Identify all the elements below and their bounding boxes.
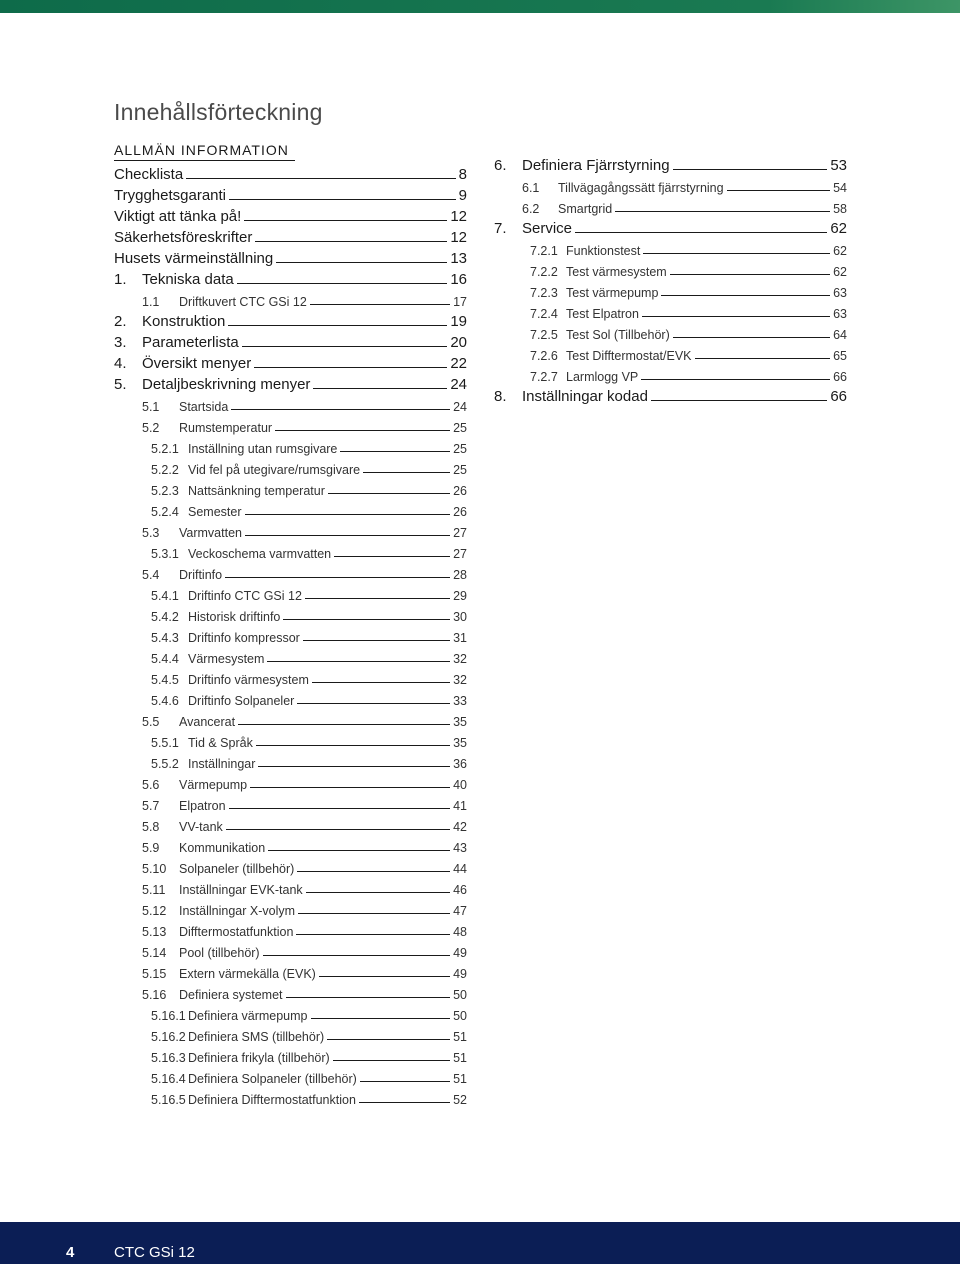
toc-entry-page: 36	[453, 757, 467, 771]
toc-entry-label: VV-tank	[179, 820, 223, 834]
toc-leader-line	[333, 1059, 450, 1061]
toc-entry-label: Driftinfo	[179, 568, 223, 582]
toc-entry[interactable]	[494, 384, 847, 405]
toc-leader-line	[229, 198, 456, 200]
toc-entry-label: Nattsänkning temperatur	[188, 484, 325, 498]
toc-entry-number: 6.1	[522, 181, 540, 195]
toc-entry-number: 5.4.1	[151, 589, 179, 603]
toc-entry-label: Tekniska data	[142, 271, 234, 288]
toc-entry-page: 40	[453, 778, 467, 792]
toc-entry-page: 24	[453, 400, 467, 414]
toc-entry-label: Inställningar X-volym	[179, 904, 296, 918]
toc-leader-line	[661, 294, 830, 296]
toc-entry-number: 5.4.3	[151, 631, 179, 645]
toc-entry[interactable]	[114, 204, 467, 225]
toc-entry-label: Elpatron	[179, 799, 226, 813]
toc-entry-page: 30	[453, 610, 467, 624]
toc-entry-page: 44	[453, 862, 467, 876]
toc-entry-label: Definiera systemet	[179, 988, 283, 1002]
toc-entry[interactable]	[494, 153, 847, 174]
toc-entry[interactable]	[114, 393, 467, 414]
toc-entry[interactable]	[114, 267, 467, 288]
toc-entry[interactable]	[114, 1065, 467, 1086]
toc-entry-label: Test Elpatron	[566, 307, 639, 321]
toc-leader-line	[673, 168, 828, 170]
toc-entry-page: 62	[833, 265, 847, 279]
toc-entry[interactable]	[114, 330, 467, 351]
toc-entry-number: 6.2	[522, 202, 540, 216]
toc-entry-page: 63	[833, 286, 847, 300]
toc-leader-line	[319, 975, 450, 977]
toc-leader-line	[286, 996, 451, 998]
toc-entry-label: Driftkuvert CTC GSi 12	[179, 295, 307, 309]
toc-entry[interactable]	[114, 603, 467, 624]
toc-entry-number: 5.16.4	[151, 1072, 186, 1086]
toc-entry-page: 16	[450, 271, 467, 288]
toc-leader-line	[250, 786, 450, 788]
toc-entry-page: 26	[453, 484, 467, 498]
toc-entry-label: Varmvatten	[179, 526, 242, 540]
toc-entry-page: 66	[833, 370, 847, 384]
toc-entry-page: 46	[453, 883, 467, 897]
toc-entry[interactable]	[114, 498, 467, 519]
toc-entry-page: 28	[453, 568, 467, 582]
toc-leader-line	[359, 1101, 450, 1103]
toc-entry-number: 5.1	[142, 400, 160, 414]
toc-entry-page: 51	[453, 1072, 467, 1086]
toc-entry-page: 62	[830, 220, 847, 237]
toc-entry-page: 24	[450, 376, 467, 393]
toc-leader-line	[237, 282, 448, 284]
toc-entry-number: 5.16.2	[151, 1030, 186, 1044]
toc-entry-page: 64	[833, 328, 847, 342]
toc-entry-label: Test värmepump	[566, 286, 659, 300]
toc-leader-line	[275, 429, 450, 431]
toc-entry-page: 54	[833, 181, 847, 195]
toc-entry[interactable]	[114, 1044, 467, 1065]
toc-leader-line	[670, 273, 830, 275]
toc-entry-page: 8	[458, 166, 467, 183]
toc-entry[interactable]	[114, 372, 467, 393]
toc-leader-line	[306, 891, 450, 893]
toc-leader-line	[254, 366, 447, 368]
toc-entry-number: 5.9	[142, 841, 160, 855]
toc-entry-label: Inställningar kodad	[522, 388, 648, 405]
toc-entry[interactable]	[114, 834, 467, 855]
toc-entry-page: 50	[453, 988, 467, 1002]
toc-entry[interactable]	[114, 246, 467, 267]
toc-entry-label: Extern värmekälla (EVK)	[179, 967, 316, 981]
toc-entry-number: 5.3	[142, 526, 160, 540]
toc-entry-page: 35	[453, 736, 467, 750]
toc-entry-number: 5.16	[142, 988, 167, 1002]
toc-leader-line	[258, 765, 450, 767]
toc-entry[interactable]	[114, 351, 467, 372]
toc-entry-page: 51	[453, 1030, 467, 1044]
toc-entry[interactable]	[114, 813, 467, 834]
toc-entry[interactable]	[114, 729, 467, 750]
toc-entry-page: 48	[453, 925, 467, 939]
toc-leader-line	[334, 555, 450, 557]
toc-entry-number: 5.4	[142, 568, 160, 582]
toc-leader-line	[312, 681, 450, 683]
toc-entry-label: Smartgrid	[558, 202, 613, 216]
toc-entry[interactable]	[114, 855, 467, 876]
toc-entry-label: Trygghetsgaranti	[114, 187, 227, 204]
toc-entry-number: 5.7	[142, 799, 160, 813]
toc-entry[interactable]	[114, 309, 467, 330]
toc-entry-label: Startsida	[179, 400, 229, 414]
toc-entry[interactable]	[494, 216, 847, 237]
toc-leader-line	[673, 336, 830, 338]
toc-entry[interactable]	[114, 792, 467, 813]
toc-right-column	[494, 153, 847, 405]
toc-entry[interactable]	[114, 687, 467, 708]
toc-entry-page: 51	[453, 1051, 467, 1065]
toc-leader-line	[328, 492, 450, 494]
toc-entry-label: Definiera SMS (tillbehör)	[188, 1030, 325, 1044]
toc-leader-line	[276, 261, 447, 263]
toc-leader-line	[695, 357, 831, 359]
toc-leader-line	[267, 660, 450, 662]
toc-entry-number: 5.6	[142, 778, 160, 792]
toc-entry[interactable]	[494, 321, 847, 342]
toc-entry-number: 5.12	[142, 904, 167, 918]
toc-entry[interactable]	[494, 279, 847, 300]
toc-leader-line	[245, 513, 451, 515]
toc-entry-number: 5.3.1	[151, 547, 179, 561]
toc-entry[interactable]	[114, 540, 467, 561]
toc-entry-number: 5.2.1	[151, 442, 179, 456]
toc-entry[interactable]	[114, 876, 467, 897]
toc-entry[interactable]	[114, 435, 467, 456]
toc-entry-label: Checklista	[114, 166, 184, 183]
toc-entry-number: 5.16.1	[151, 1009, 186, 1023]
toc-entry-number: 8.	[494, 388, 507, 405]
toc-entry-number: 7.2.1	[530, 244, 558, 258]
toc-entry-label: Driftinfo Solpaneler	[188, 694, 295, 708]
toc-entry[interactable]	[114, 981, 467, 1002]
toc-entry-page: 9	[458, 187, 467, 204]
toc-leader-line	[244, 219, 447, 221]
toc-entry[interactable]	[114, 519, 467, 540]
toc-entry-number: 5.4.5	[151, 673, 179, 687]
toc-leader-line	[298, 912, 450, 914]
toc-leader-line	[256, 744, 450, 746]
toc-leader-line	[297, 870, 450, 872]
toc-entry-number: 4.	[114, 355, 127, 372]
toc-entry-page: 66	[830, 388, 847, 405]
toc-entry-page: 20	[450, 334, 467, 351]
toc-entry-label: Test Sol (Tillbehör)	[566, 328, 670, 342]
toc-list-left	[114, 162, 467, 1107]
toc-entry[interactable]	[114, 624, 467, 645]
toc-entry-number: 5.2.2	[151, 463, 179, 477]
toc-entry-page: 12	[450, 229, 467, 246]
toc-entry-label: Service	[522, 220, 573, 237]
toc-leader-line	[245, 534, 450, 536]
toc-entry-number: 5.	[114, 376, 127, 393]
toc-leader-line	[296, 933, 450, 935]
toc-entry-label: Solpaneler (tillbehör)	[179, 862, 295, 876]
toc-leader-line	[268, 849, 450, 851]
toc-entry[interactable]	[114, 183, 467, 204]
top-color-bar	[0, 0, 960, 13]
toc-entry[interactable]	[114, 561, 467, 582]
toc-entry-label: Funktionstest	[566, 244, 641, 258]
toc-entry-number: 5.10	[142, 862, 167, 876]
toc-entry-page: 25	[453, 442, 467, 456]
toc-leader-line	[575, 231, 827, 233]
toc-entry-label: Kommunikation	[179, 841, 266, 855]
toc-leader-line	[231, 408, 450, 410]
toc-entry-label: Konstruktion	[142, 313, 226, 330]
toc-entry-label: Definiera värmepump	[188, 1009, 308, 1023]
toc-leader-line	[360, 1080, 450, 1082]
toc-entry-number: 1.	[114, 271, 127, 288]
toc-entry-page: 19	[450, 313, 467, 330]
toc-entry[interactable]	[114, 960, 467, 981]
toc-entry[interactable]	[114, 1086, 467, 1107]
toc-leader-line	[238, 723, 450, 725]
toc-entry-number: 2.	[114, 313, 127, 330]
toc-entry-page: 26	[453, 505, 467, 519]
toc-leader-line	[615, 210, 830, 212]
toc-entry-page: 12	[450, 208, 467, 225]
toc-entry-label: Värmesystem	[188, 652, 265, 666]
toc-entry[interactable]	[494, 237, 847, 258]
toc-entry-label: Definiera Fjärrstyrning	[522, 157, 670, 174]
toc-leader-line	[186, 177, 455, 179]
toc-entry-page: 27	[453, 547, 467, 561]
toc-entry-number: 7.2.7	[530, 370, 558, 384]
toc-entry-page: 49	[453, 967, 467, 981]
toc-entry[interactable]	[114, 771, 467, 792]
toc-leader-line	[651, 399, 827, 401]
page-title: Innehållsförteckning	[114, 99, 323, 126]
toc-left-column	[114, 140, 467, 1107]
toc-leader-line	[263, 954, 451, 956]
toc-entry-number: 7.2.5	[530, 328, 558, 342]
toc-entry-page: 50	[453, 1009, 467, 1023]
toc-entry[interactable]	[114, 918, 467, 939]
toc-entry-page: 52	[453, 1093, 467, 1107]
toc-entry[interactable]	[114, 288, 467, 309]
toc-entry-label: Avancerat	[179, 715, 236, 729]
footer-page-number: 4	[66, 1244, 75, 1261]
toc-entry-label: Test värmesystem	[566, 265, 667, 279]
toc-leader-line	[283, 618, 450, 620]
toc-entry-label: Historisk driftinfo	[188, 610, 281, 624]
toc-leader-line	[642, 315, 830, 317]
toc-entry-page: 47	[453, 904, 467, 918]
toc-entry[interactable]	[114, 456, 467, 477]
toc-entry[interactable]	[494, 258, 847, 279]
toc-entry-page: 65	[833, 349, 847, 363]
toc-leader-line	[225, 576, 450, 578]
toc-entry-label: Definiera Solpaneler (tillbehör)	[188, 1072, 357, 1086]
toc-entry-page: 32	[453, 673, 467, 687]
toc-entry-label: Parameterlista	[142, 334, 239, 351]
toc-leader-line	[229, 807, 451, 809]
toc-entry[interactable]	[114, 645, 467, 666]
toc-leader-line	[242, 345, 448, 347]
toc-entry-label: Viktigt att tänka på!	[114, 208, 242, 225]
toc-entry-number: 3.	[114, 334, 127, 351]
toc-entry-label: Husets värmeinställning	[114, 250, 274, 267]
toc-entry-number: 7.	[494, 220, 507, 237]
toc-leader-line	[297, 702, 450, 704]
toc-entry-label: Veckoschema varmvatten	[188, 547, 332, 561]
toc-entry[interactable]	[114, 1023, 467, 1044]
toc-leader-line	[226, 828, 450, 830]
toc-entry-page: 58	[833, 202, 847, 216]
toc-entry[interactable]	[114, 897, 467, 918]
toc-entry-number: 5.14	[142, 946, 167, 960]
toc-entry-page: 49	[453, 946, 467, 960]
toc-entry-page: 13	[450, 250, 467, 267]
toc-entry-number: 5.2.3	[151, 484, 179, 498]
toc-entry[interactable]	[494, 195, 847, 216]
toc-entry[interactable]	[114, 939, 467, 960]
toc-entry-label: Definiera Difftermostatfunktion	[188, 1093, 356, 1107]
section-heading: ALLMÄN INFORMATION	[114, 140, 295, 161]
toc-leader-line	[327, 1038, 450, 1040]
toc-leader-line	[255, 240, 447, 242]
toc-entry-number: 7.2.4	[530, 307, 558, 321]
toc-list-right	[494, 153, 847, 405]
toc-leader-line	[727, 189, 831, 191]
toc-entry-page: 17	[453, 295, 467, 309]
toc-entry-label: Värmepump	[179, 778, 248, 792]
toc-entry-number: 7.2.6	[530, 349, 558, 363]
toc-entry-label: Driftinfo CTC GSi 12	[188, 589, 302, 603]
toc-entry-number: 7.2.3	[530, 286, 558, 300]
toc-entry-label: Difftermostatfunktion	[179, 925, 294, 939]
toc-entry-number: 5.11	[142, 883, 166, 897]
toc-entry[interactable]	[114, 750, 467, 771]
toc-entry-page: 25	[453, 421, 467, 435]
toc-entry[interactable]	[114, 666, 467, 687]
toc-entry-number: 5.2.4	[151, 505, 179, 519]
toc-leader-line	[228, 324, 447, 326]
toc-entry-number: 5.5.2	[151, 757, 179, 771]
toc-entry-label: Rumstemperatur	[179, 421, 273, 435]
toc-entry-label: Detaljbeskrivning menyer	[142, 376, 311, 393]
toc-entry-page: 22	[450, 355, 467, 372]
toc-entry-number: 5.4.6	[151, 694, 179, 708]
toc-leader-line	[303, 639, 450, 641]
toc-entry-page: 42	[453, 820, 467, 834]
toc-entry[interactable]	[114, 477, 467, 498]
toc-entry-number: 5.15	[142, 967, 167, 981]
toc-entry-number: 5.4.4	[151, 652, 179, 666]
toc-entry-label: Vid fel på utegivare/rumsgivare	[188, 463, 361, 477]
toc-entry-label: Driftinfo kompressor	[188, 631, 300, 645]
toc-entry-label: Tid & Språk	[188, 736, 253, 750]
footer-document-name: CTC GSi 12	[114, 1244, 195, 1261]
toc-entry-page: 62	[833, 244, 847, 258]
toc-entry-number: 5.16.5	[151, 1093, 186, 1107]
toc-entry-page: 63	[833, 307, 847, 321]
toc-leader-line	[641, 378, 830, 380]
toc-entry[interactable]	[494, 174, 847, 195]
toc-leader-line	[305, 597, 450, 599]
toc-entry-page: 35	[453, 715, 467, 729]
toc-entry[interactable]	[114, 414, 467, 435]
toc-leader-line	[313, 387, 447, 389]
toc-entry-label: Inställning utan rumsgivare	[188, 442, 338, 456]
toc-entry-number: 1.1	[142, 295, 160, 309]
toc-entry-number: 5.5	[142, 715, 160, 729]
toc-entry-page: 31	[453, 631, 467, 645]
toc-entry-label: Inställningar EVK-tank	[179, 883, 303, 897]
toc-entry-number: 5.13	[142, 925, 167, 939]
toc-entry-label: Översikt menyer	[142, 355, 252, 372]
toc-entry-label: Definiera frikyla (tillbehör)	[188, 1051, 330, 1065]
toc-leader-line	[311, 1017, 451, 1019]
toc-entry-number: 5.4.2	[151, 610, 179, 624]
toc-entry-number: 5.16.3	[151, 1051, 186, 1065]
toc-entry[interactable]	[114, 225, 467, 246]
toc-entry[interactable]	[114, 708, 467, 729]
toc-entry-label: Inställningar	[188, 757, 256, 771]
toc-entry[interactable]	[114, 582, 467, 603]
toc-entry-page: 33	[453, 694, 467, 708]
toc-entry-label: Säkerhetsföreskrifter	[114, 229, 253, 246]
toc-entry[interactable]	[494, 363, 847, 384]
toc-entry-label: Tillvägagångssätt fjärrstyrning	[558, 181, 724, 195]
toc-leader-line	[310, 303, 450, 305]
toc-entry-label: Pool (tillbehör)	[179, 946, 260, 960]
toc-entry-number: 7.2.2	[530, 265, 558, 279]
toc-entry-number: 5.5.1	[151, 736, 179, 750]
toc-entry-label: Test Difftermostat/EVK	[566, 349, 692, 363]
toc-entry[interactable]	[494, 300, 847, 321]
toc-entry-page: 29	[453, 589, 467, 603]
toc-entry-number: 5.2	[142, 421, 160, 435]
toc-entry-page: 53	[830, 157, 847, 174]
toc-entry[interactable]	[494, 342, 847, 363]
toc-entry-page: 27	[453, 526, 467, 540]
toc-leader-line	[363, 471, 450, 473]
toc-entry-number: 5.8	[142, 820, 160, 834]
toc-leader-line	[643, 252, 830, 254]
toc-entry[interactable]	[114, 162, 467, 183]
toc-entry[interactable]	[114, 1002, 467, 1023]
toc-entry-label: Semester	[188, 505, 242, 519]
toc-entry-label: Larmlogg VP	[566, 370, 639, 384]
toc-entry-label: Driftinfo värmesystem	[188, 673, 309, 687]
toc-leader-line	[340, 450, 450, 452]
toc-entry-page: 32	[453, 652, 467, 666]
toc-entry-page: 41	[453, 799, 467, 813]
toc-entry-number: 6.	[494, 157, 507, 174]
toc-entry-page: 43	[453, 841, 467, 855]
toc-entry-page: 25	[453, 463, 467, 477]
